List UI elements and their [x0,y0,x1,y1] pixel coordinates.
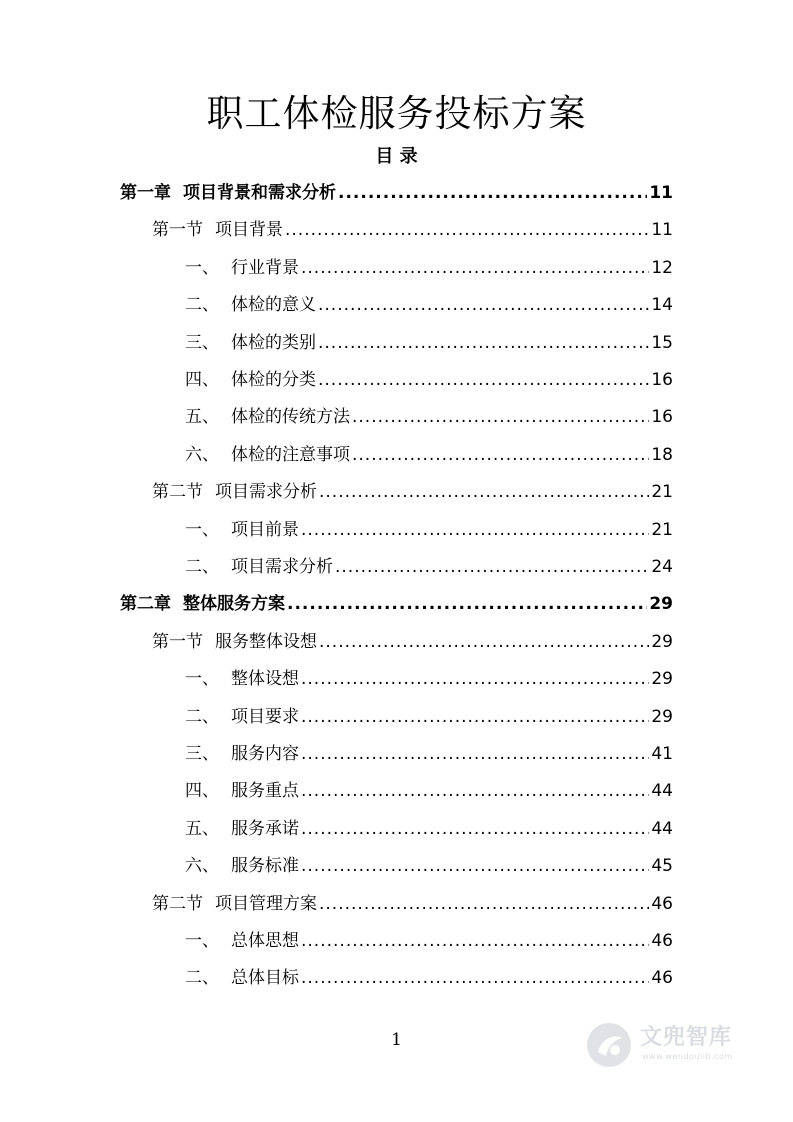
toc-leader-dots [301,848,649,885]
toc-entry[interactable] [185,399,673,436]
toc-entry-label [185,549,333,586]
toc-leader-dots [352,399,649,436]
toc-entry-page: 29 [649,594,673,614]
toc-leader-dots [301,699,649,736]
toc-entry-text: 服务标准 [231,856,299,876]
toc-entry-text: 项目管理方案 [215,894,317,914]
toc-entry[interactable] [120,586,673,623]
toc-entry-number: 二、 [185,557,219,577]
toc-entry[interactable] [185,549,673,586]
toc-entry-label [185,512,299,549]
toc-entry[interactable] [185,287,673,324]
toc-entry[interactable] [185,960,673,997]
toc-entry[interactable] [185,848,673,885]
toc-entry-page: 11 [649,183,673,203]
toc-entry-text: 服务内容 [231,744,299,764]
toc-entry-page: 44 [651,819,673,839]
toc-entry-label [185,287,316,324]
toc-entry-label [185,437,350,474]
toc-entry-number: 一、 [185,669,219,689]
toc-entry-page: 11 [651,220,673,240]
toc-entry-label [120,586,285,623]
toc-entry-number: 第一节 [152,220,203,240]
toc-leader-dots [319,886,649,923]
toc-entry[interactable] [185,250,673,287]
toc-entry-text: 项目需求分析 [231,557,333,577]
toc-entry[interactable] [185,699,673,736]
toc-entry-text: 体检的注意事项 [231,445,350,465]
toc-entry-label [152,886,317,923]
toc-entry-text: 项目需求分析 [215,482,317,502]
toc-leader-dots [301,661,649,698]
toc-leader-dots [318,362,649,399]
toc-entry[interactable] [185,923,673,960]
toc-entry-page: 18 [651,445,673,465]
toc-entry-label [152,474,317,511]
toc-entry-number: 五、 [185,819,219,839]
toc-entry-number: 一、 [185,520,219,540]
document-title: 职工体检服务投标方案 [206,92,587,135]
toc-entry-page: 44 [651,781,673,801]
toc-entry-page: 16 [651,370,673,390]
toc-entry-number: 第一节 [152,632,203,652]
toc-entry-text: 项目前景 [231,520,299,540]
toc-entry-page: 46 [651,894,673,914]
toc-entry-label [185,811,299,848]
toc-entry[interactable] [152,886,673,923]
toc-entry-label [185,399,350,436]
toc-entry-text: 服务整体设想 [215,632,317,652]
toc-leader-dots [301,773,649,810]
toc-entry-number: 二、 [185,295,219,315]
toc-entry-label [185,661,299,698]
toc-entry[interactable] [120,175,673,212]
toc-entry-page: 46 [651,968,673,988]
toc-entry-text: 服务重点 [231,781,299,801]
toc-entry-text: 体检的传统方法 [231,407,350,427]
toc-entry-number: 第二章 [120,594,171,614]
toc-entry-text: 项目背景和需求分析 [183,183,336,203]
toc-leader-dots [352,437,649,474]
toc-entry-page: 29 [651,632,673,652]
toc-entry-label [185,848,299,885]
toc-leader-dots [301,250,649,287]
toc-leader-dots [285,212,649,249]
toc-entry-number: 第二节 [152,894,203,914]
toc-entry[interactable] [185,362,673,399]
toc-entry-label [185,923,299,960]
toc-entry-text: 体检的意义 [231,295,316,315]
toc-entry-number: 六、 [185,856,219,876]
toc-entry-text: 项目要求 [231,707,299,727]
toc-entry-page: 24 [651,557,673,577]
toc-entry-number: 三、 [185,744,219,764]
toc-entry-text: 服务承诺 [231,819,299,839]
toc-entry-text: 总体目标 [231,968,299,988]
toc-entry-page: 16 [651,407,673,427]
toc-entry-label [120,175,336,212]
toc-entry[interactable] [185,773,673,810]
toc-entry-page: 21 [651,482,673,502]
toc-leader-dots [301,811,649,848]
toc-entry-label [152,212,283,249]
toc-entry-page: 46 [651,931,673,951]
toc-entry-page: 21 [651,520,673,540]
toc-entry-label [185,699,299,736]
toc-entry[interactable] [185,736,673,773]
wendoc-logo-icon [584,1020,634,1070]
toc-entry[interactable] [185,437,673,474]
page-number: 1 [391,1030,402,1050]
watermark-url: www.wendoulib.com [642,1052,733,1061]
toc-leader-dots [287,586,647,623]
toc-entry-number: 二、 [185,707,219,727]
toc-entry-page: 41 [651,744,673,764]
toc-entry-page: 45 [651,856,673,876]
toc-entry[interactable] [152,624,673,661]
toc-entry[interactable] [185,811,673,848]
toc-entry-text: 整体服务方案 [183,594,285,614]
toc-entry-number: 四、 [185,370,219,390]
toc-entry-page: 29 [651,707,673,727]
toc-leader-dots [338,175,647,212]
toc-entry-number: 第一章 [120,183,171,203]
toc-entry-page: 14 [651,295,673,315]
toc-entry[interactable] [185,512,673,549]
toc-entry-label [152,624,317,661]
toc-leader-dots [319,624,649,661]
toc-entry-text: 整体设想 [231,669,299,689]
toc-entry-label [185,773,299,810]
toc-entry-number: 六、 [185,445,219,465]
toc-entry-number: 二、 [185,968,219,988]
toc-leader-dots [335,549,649,586]
toc-entry-number: 三、 [185,333,219,353]
toc-entry-label [185,736,299,773]
toc-entry-number: 一、 [185,258,219,278]
toc-heading: 目 录 [375,146,418,167]
toc-leader-dots [301,736,649,773]
toc-leader-dots [301,512,649,549]
watermark [584,1018,754,1074]
toc-entry-text: 总体思想 [231,931,299,951]
watermark-brand-name: 文兜智库 [640,1025,733,1050]
toc-leader-dots [319,474,649,511]
toc-entry-text: 体检的分类 [231,370,316,390]
toc-entry-text: 行业背景 [231,258,299,278]
toc-leader-dots [318,287,649,324]
toc-entry-label [185,325,316,362]
toc-entry[interactable] [185,661,673,698]
toc-leader-dots [318,325,649,362]
toc-entry-number: 四、 [185,781,219,801]
toc-entry-page: 15 [651,333,673,353]
toc-entry-page: 29 [651,669,673,689]
toc-entry-text: 项目背景 [215,220,283,240]
toc-leader-dots [301,960,649,997]
toc-entry[interactable] [185,325,673,362]
toc-entry-number: 一、 [185,931,219,951]
toc-leader-dots [301,923,649,960]
toc-entry-page: 12 [651,258,673,278]
toc-entry-label [185,250,299,287]
toc-entry-label [185,362,316,399]
toc-entry-number: 五、 [185,407,219,427]
toc-entry[interactable] [152,474,673,511]
toc-entry-text: 体检的类别 [231,333,316,353]
toc-entry[interactable] [152,212,673,249]
toc-entry-label [185,960,299,997]
toc-entry-number: 第二节 [152,482,203,502]
